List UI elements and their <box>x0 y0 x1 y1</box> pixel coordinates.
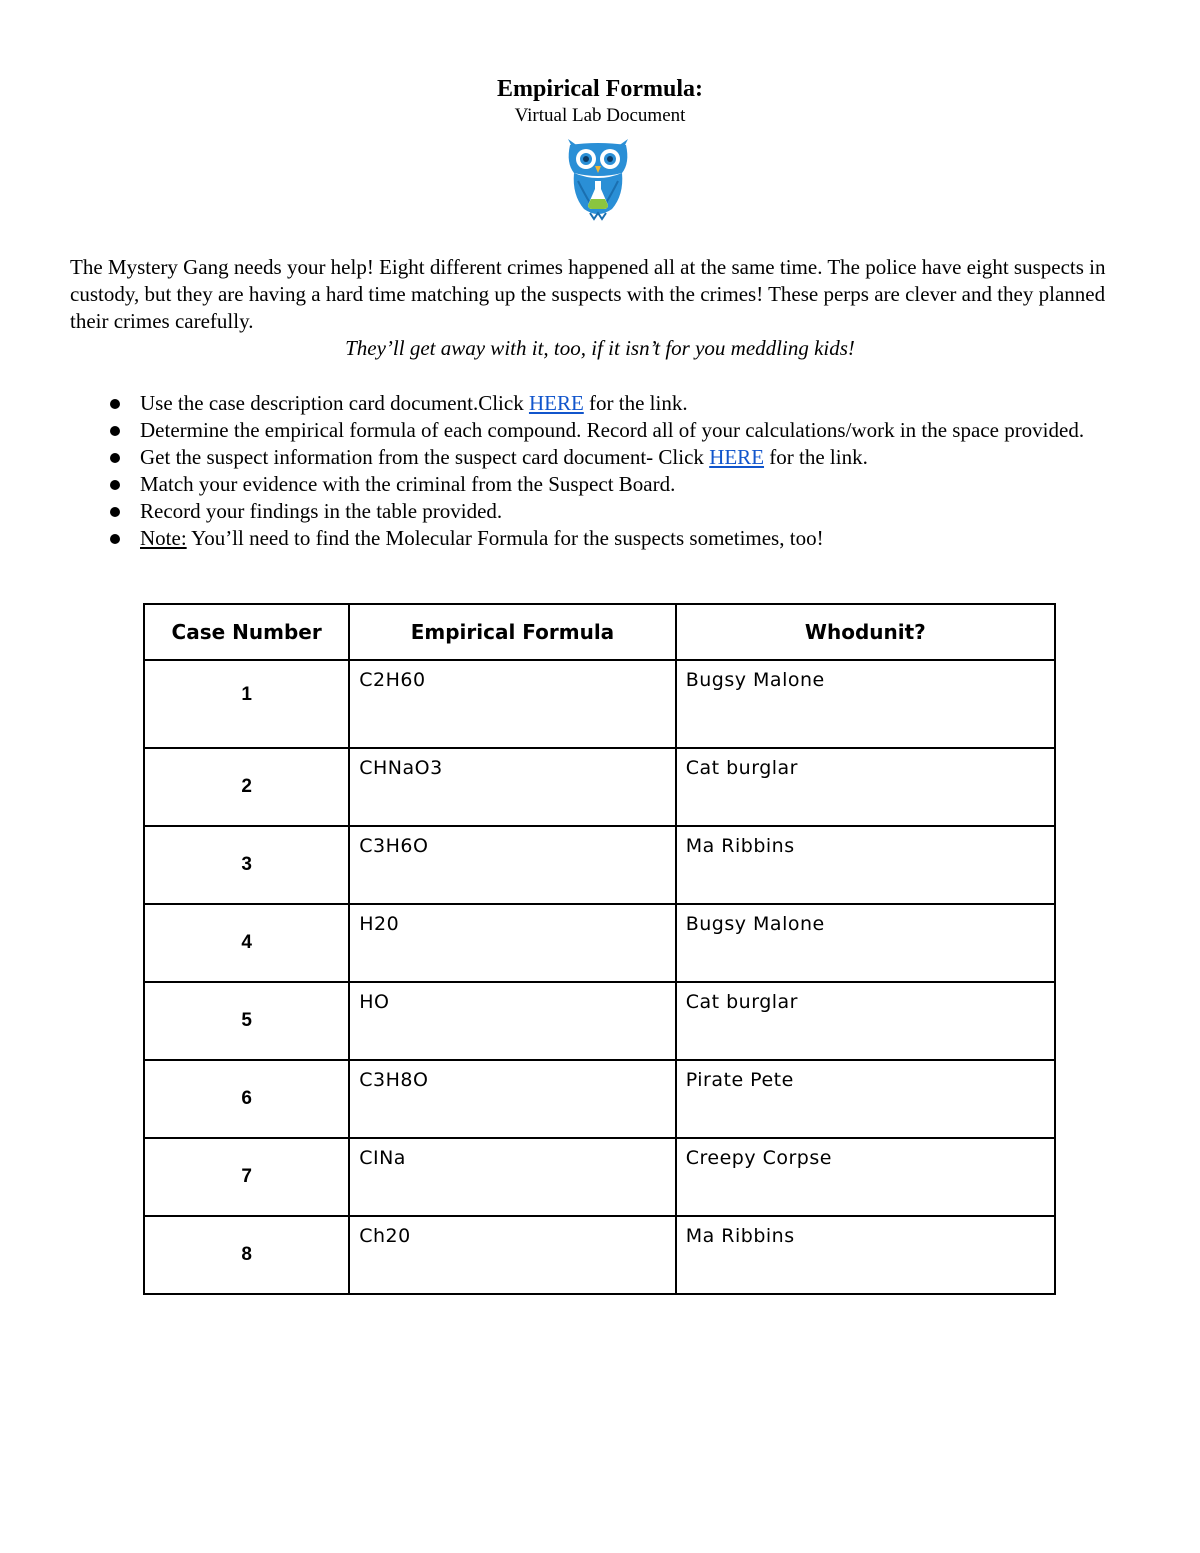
bullet-icon <box>110 507 120 517</box>
formula-cell[interactable]: CHNaO3 <box>349 748 676 826</box>
case-number-cell: 8 <box>144 1216 349 1294</box>
case-card-link[interactable]: HERE <box>528 391 584 415</box>
instruction-list <box>106 390 1116 552</box>
suspect-cell[interactable]: Cat burglar <box>676 748 1055 826</box>
page-subtitle: Virtual Lab Document <box>514 105 686 126</box>
suspect-cell[interactable]: Ma Ribbins <box>676 826 1055 904</box>
suspect-cell[interactable]: Ma Ribbins <box>676 1216 1055 1294</box>
page-title: Empirical Formula: <box>497 76 703 102</box>
owl-logo-icon <box>562 133 634 221</box>
table-row <box>144 1216 1055 1294</box>
header-case-number: Case Number <box>144 604 349 660</box>
list-item: Record your findings in the table provided. <box>106 498 1116 525</box>
formula-cell[interactable]: Ch20 <box>349 1216 676 1294</box>
table-row <box>144 1138 1055 1216</box>
case-number-cell: 5 <box>144 982 349 1060</box>
formula-cell[interactable]: CINa <box>349 1138 676 1216</box>
table-row <box>144 1060 1055 1138</box>
case-number-cell: 4 <box>144 904 349 982</box>
results-table <box>143 603 1056 1295</box>
suspect-cell[interactable]: Creepy Corpse <box>676 1138 1055 1216</box>
formula-cell[interactable]: C2H60 <box>349 660 676 748</box>
formula-cell[interactable]: C3H8O <box>349 1060 676 1138</box>
list-item: Note: You’ll need to find the Molecular Formula for the suspects sometimes, too! <box>106 525 1116 552</box>
table-row <box>144 826 1055 904</box>
formula-cell[interactable]: C3H6O <box>349 826 676 904</box>
case-number-cell: 7 <box>144 1138 349 1216</box>
note-label: Note: <box>140 526 187 550</box>
suspect-cell[interactable]: Bugsy Malone <box>676 660 1055 748</box>
bullet-icon <box>110 399 120 409</box>
list-item: Get the suspect information from the suspect card document- Click HERE for the link. <box>106 444 1116 471</box>
suspect-cell[interactable]: Bugsy Malone <box>676 904 1055 982</box>
list-item: Determine the empirical formula of each compound. Record all of your calculations/work in the space provided. <box>106 417 1116 444</box>
header-empirical-formula: Empirical Formula <box>349 604 676 660</box>
table-row <box>144 904 1055 982</box>
table-row <box>144 660 1055 748</box>
table-row <box>144 982 1055 1060</box>
bullet-icon <box>110 453 120 463</box>
list-item: Use the case description card document.Click HERE for the link. <box>106 390 1116 417</box>
case-number-cell: 1 <box>144 660 349 748</box>
table-row <box>144 748 1055 826</box>
case-number-cell: 2 <box>144 748 349 826</box>
formula-cell[interactable]: H20 <box>349 904 676 982</box>
case-number-cell: 3 <box>144 826 349 904</box>
intro-paragraph: The Mystery Gang needs your help! Eight different crimes happened all at the same time. The police have eight suspects in custody, but they are having a hard time matching up the suspects with the crimes! These perps are clever and they planned their crimes carefully. <box>70 255 1106 333</box>
bullet-icon <box>110 480 120 490</box>
header-whodunit: Whodunit? <box>676 604 1055 660</box>
table-header-row <box>144 604 1055 660</box>
suspect-card-link[interactable]: HERE <box>709 445 765 469</box>
case-number-cell: 6 <box>144 1060 349 1138</box>
list-item: Match your evidence with the criminal from the Suspect Board. <box>106 471 1116 498</box>
bullet-icon <box>110 426 120 436</box>
bullet-icon <box>110 534 120 544</box>
suspect-cell[interactable]: Pirate Pete <box>676 1060 1055 1138</box>
formula-cell[interactable]: HO <box>349 982 676 1060</box>
tagline: They’ll get away with it, too, if it isn’t for you meddling kids! <box>345 336 855 360</box>
suspect-cell[interactable]: Cat burglar <box>676 982 1055 1060</box>
